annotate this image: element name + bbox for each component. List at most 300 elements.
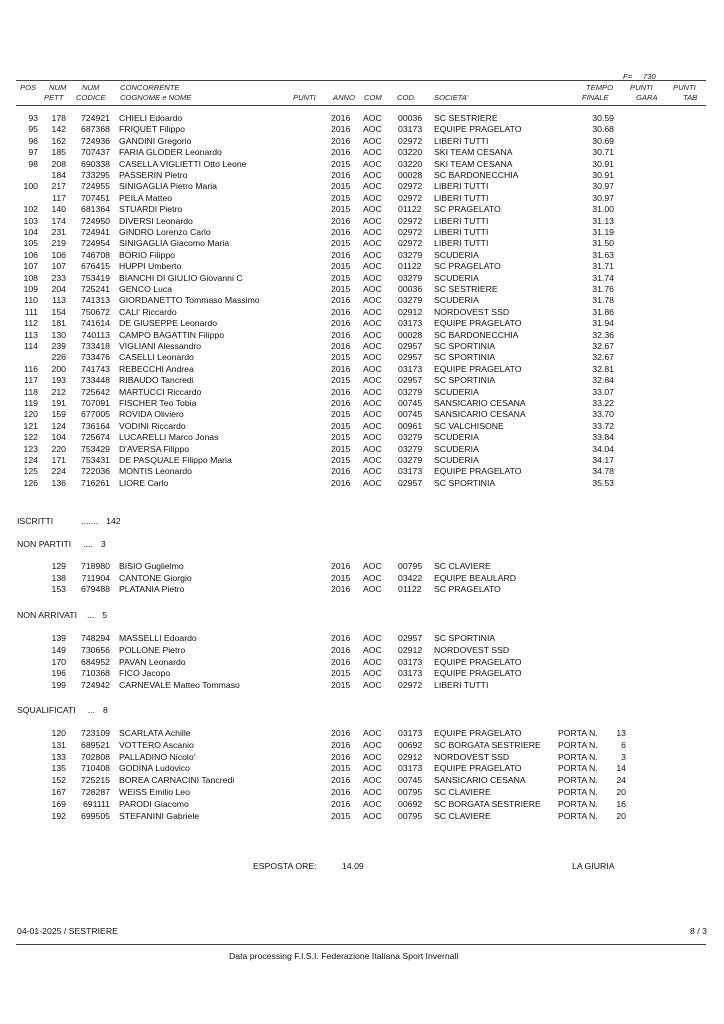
- cell-tempo: 31.13: [592, 215, 614, 226]
- cell-cod: 02912: [398, 644, 423, 655]
- cell-pett: 154: [51, 306, 66, 317]
- cell-pett: 208: [51, 158, 66, 169]
- cell-porta-num: 13: [616, 728, 626, 738]
- cell-pos: 107: [23, 261, 38, 272]
- cell-pett: 184: [51, 170, 66, 180]
- cell-pett: 185: [51, 147, 66, 158]
- cell-com: AOC: [363, 572, 382, 583]
- table-row: [0, 284, 724, 294]
- cell-pett: 152: [51, 775, 66, 786]
- cell-pos: 100: [23, 181, 38, 192]
- cell-com: AOC: [363, 306, 382, 317]
- cell-com: AOC: [363, 775, 382, 786]
- cell-codice: 725642: [81, 386, 110, 397]
- cell-pos: 96: [28, 135, 38, 146]
- cell-pos: 98: [28, 158, 38, 169]
- cell-pett: 233: [51, 272, 66, 283]
- cell-pos: 126: [23, 477, 38, 488]
- cell-anno: 2016: [331, 215, 351, 226]
- table-row: [0, 387, 724, 397]
- cell-pett: 231: [51, 227, 66, 237]
- cell-cod: 00692: [398, 798, 423, 809]
- table-row: [0, 455, 724, 465]
- cell-anno: 2016: [331, 147, 351, 158]
- cell-anno: 2016: [331, 477, 351, 488]
- cell-pett: 107: [51, 261, 66, 272]
- cell-pett: 174: [51, 215, 66, 226]
- cell-cod: 03279: [398, 272, 423, 283]
- cell-com: AOC: [363, 633, 382, 643]
- cell-cod: 00795: [398, 787, 423, 797]
- cell-cod: 03279: [398, 443, 423, 454]
- cell-pos: 118: [24, 386, 38, 397]
- cell-cod: 02912: [398, 751, 423, 762]
- col-anno: ANNO: [333, 93, 355, 102]
- cell-cod: 03173: [398, 363, 423, 374]
- cell-tempo: 30.91: [592, 170, 614, 180]
- cell-societa: NORDOVEST SSD: [434, 751, 510, 762]
- squalificati-count: 8: [102, 705, 108, 715]
- cell-pett: 149: [51, 644, 66, 655]
- cell-pett: 138: [51, 572, 66, 583]
- cell-name: CANTONE Giorgio: [119, 572, 192, 583]
- col-codice: CODICE: [76, 93, 106, 102]
- cell-cod: 00795: [398, 810, 423, 821]
- col-punti: PUNTI: [293, 93, 316, 102]
- cell-tempo: 31.50: [592, 238, 614, 249]
- cell-anno: 2015: [331, 409, 351, 420]
- cell-pett: 199: [51, 680, 66, 691]
- table-row: [0, 261, 724, 271]
- cell-cod: 00036: [398, 113, 423, 123]
- cell-name: GANDINI Gregorio: [119, 135, 192, 146]
- cell-com: AOC: [363, 751, 382, 762]
- cell-com: AOC: [363, 398, 382, 408]
- cell-cod: 03279: [398, 386, 423, 397]
- cell-name: LUCARELLI Marco Jonas: [119, 432, 219, 443]
- cell-com: AOC: [363, 135, 382, 146]
- cell-societa: SC BARDONECCHIA: [434, 170, 519, 180]
- col-finale: FINALE: [582, 93, 609, 102]
- cell-pett: 104: [51, 432, 66, 443]
- cell-pett: 106: [51, 249, 66, 260]
- cell-cod: 02957: [398, 477, 423, 488]
- cell-societa: SANSICARIO CESANA: [434, 398, 526, 408]
- cell-societa: LIBERI TUTTI: [434, 227, 489, 237]
- cell-pos: 112: [24, 318, 38, 329]
- cell-codice: 753431: [81, 455, 110, 465]
- table-row: [0, 341, 724, 351]
- cell-com: AOC: [363, 466, 382, 477]
- cell-name: PALLADINO Nicolo': [119, 751, 196, 762]
- cell-tempo: 32.36: [592, 329, 614, 340]
- cell-pett: 200: [51, 363, 66, 374]
- non-arrivati-dots: ...: [87, 610, 95, 620]
- cell-pos: 108: [23, 272, 38, 283]
- non-partiti-label: NON PARTITI: [17, 539, 72, 549]
- squalificati-line: [17, 705, 108, 715]
- cell-tempo: 31.76: [592, 284, 614, 294]
- cell-anno: 2015: [331, 432, 351, 443]
- cell-com: AOC: [363, 477, 382, 488]
- cell-name: SINIGAGLIA Pietro Maria: [119, 181, 218, 192]
- cell-societa: NORDOVEST SSD: [434, 644, 510, 655]
- cell-name: BORIO Filippo: [119, 249, 176, 260]
- cell-anno: 2015: [331, 572, 351, 583]
- col-concorrente: CONCORRENTE: [120, 83, 180, 92]
- cell-pett: 129: [51, 561, 66, 571]
- cell-pos: 114: [24, 341, 38, 351]
- cell-porta-num: 16: [616, 798, 626, 809]
- cell-cod: 03173: [398, 728, 423, 738]
- cell-codice: 724950: [81, 215, 110, 226]
- cell-tempo: 34.78: [592, 466, 614, 477]
- cell-anno: 2016: [331, 584, 351, 594]
- cell-codice: 725674: [81, 432, 110, 443]
- cell-anno: 2015: [331, 810, 351, 821]
- list-item: [0, 775, 724, 785]
- cell-com: AOC: [363, 656, 382, 667]
- cell-name: MONTIS Leonardo: [119, 466, 192, 477]
- cell-name: FICO Jacopo: [119, 668, 171, 679]
- cell-codice: 702808: [81, 751, 110, 762]
- cell-pett: 133: [51, 751, 66, 762]
- cell-pos: 121: [23, 420, 38, 431]
- non-arrivati-line: [17, 610, 107, 620]
- cell-pett: 135: [51, 763, 66, 774]
- cell-porta-num: 24: [616, 775, 626, 786]
- page-number: 8 / 3: [690, 926, 707, 936]
- non-arrivati-count: 5: [102, 610, 108, 620]
- cell-anno: 2016: [331, 124, 351, 135]
- cell-societa: SC CLAVIERE: [434, 810, 491, 821]
- cell-cod: 02972: [398, 135, 423, 146]
- cell-cod: 01122: [398, 584, 422, 594]
- cell-com: AOC: [363, 798, 382, 809]
- cell-name: GODINA Ludovico: [119, 763, 190, 774]
- cell-com: AOC: [363, 432, 382, 443]
- cell-com: AOC: [363, 644, 382, 655]
- cell-societa: LIBERI TUTTI: [434, 680, 489, 691]
- cell-codice: 722036: [81, 466, 110, 477]
- cell-pett: 169: [51, 798, 66, 809]
- cell-cod: 02912: [398, 306, 423, 317]
- cell-tempo: 31.71: [592, 261, 614, 272]
- cell-name: DIVERSI Leonardo: [119, 215, 193, 226]
- cell-anno: 2016: [331, 466, 351, 477]
- cell-com: AOC: [363, 284, 382, 294]
- cell-cod: 00028: [398, 170, 423, 180]
- col-tab: TAB: [683, 93, 698, 102]
- squalificati-label: SQUALIFICATI: [17, 705, 76, 715]
- date-place: 04-01-2025 / SESTRIERE: [17, 926, 118, 936]
- cell-pos: 97: [28, 147, 38, 158]
- cell-cod: 03173: [398, 318, 423, 329]
- cell-societa: SC VALCHISONE: [434, 420, 504, 431]
- table-row: [0, 216, 724, 226]
- cell-name: REBECCHI Andrea: [119, 363, 194, 374]
- list-item: [0, 740, 724, 750]
- cell-name: CASELLI Leonardo: [119, 352, 194, 363]
- cell-codice: 753429: [81, 443, 110, 454]
- cell-tempo: 30.59: [592, 113, 614, 123]
- cell-name: HUPPI Umberto: [119, 261, 182, 272]
- cell-anno: 2015: [331, 455, 351, 465]
- cell-societa: EQUIPE PRAGELATO: [434, 668, 522, 679]
- esposta-label: ESPOSTA ORE:: [253, 861, 317, 871]
- cell-codice: 724921: [81, 113, 110, 123]
- cell-name: LIORE Carlo: [119, 477, 169, 488]
- cell-codice: 740113: [81, 329, 110, 340]
- cell-tempo: 30.68: [592, 124, 614, 135]
- cell-anno: 2016: [331, 318, 351, 329]
- cell-codice: 676415: [81, 261, 110, 272]
- cell-porta: PORTA N.: [558, 775, 598, 786]
- cell-pos: 109: [23, 284, 38, 294]
- data-processing-note: Data processing F.I.S.I. Federazione Italiana Sport Invernali: [229, 951, 459, 961]
- cell-anno: 2015: [331, 181, 351, 192]
- col-punti-gara: PUNTI: [630, 83, 653, 92]
- cell-name: RIBAUDO Tancredi: [119, 375, 194, 386]
- cell-name: BIANCHI DI GIULIO Giovanni C: [119, 272, 243, 283]
- cell-tempo: 31.63: [592, 249, 614, 260]
- cell-name: FISCHER Teo Tobia: [119, 398, 197, 408]
- cell-anno: 2015: [331, 443, 351, 454]
- col-num-codice: NUM: [82, 83, 100, 92]
- cell-societa: SC BORGATA SESTRIERE: [434, 798, 541, 809]
- cell-tempo: 33.07: [592, 386, 614, 397]
- cell-pos: 116: [24, 363, 38, 374]
- list-item: [0, 645, 724, 655]
- cell-com: AOC: [363, 420, 382, 431]
- table-row: [0, 421, 724, 431]
- cell-tempo: 30.97: [592, 181, 614, 192]
- cell-name: D'AVERSA Filippo: [119, 443, 190, 454]
- table-row: [0, 444, 724, 454]
- cell-pett: 131: [51, 739, 66, 750]
- list-item: [0, 752, 724, 762]
- cell-com: AOC: [363, 787, 382, 797]
- cell-com: AOC: [363, 192, 382, 203]
- cell-codice: 684952: [81, 656, 110, 667]
- cell-cod: 03173: [398, 466, 423, 477]
- iscritti-label: ISCRITTI: [17, 516, 54, 526]
- iscritti-count: 142: [106, 516, 121, 526]
- cell-name: GIORDANETTO Tommaso Massimo: [119, 295, 260, 306]
- cell-tempo: 32.84: [592, 375, 614, 386]
- cell-name: VOTTERO Ascanio: [119, 739, 194, 750]
- cell-name: PARODI Giacomo: [119, 798, 189, 809]
- cell-codice: 736164: [81, 420, 110, 431]
- cell-codice: 730656: [81, 644, 110, 655]
- cell-name: ROVIDA Oliviero: [119, 409, 184, 420]
- cell-name: WEISS Emilio Leo: [119, 787, 190, 797]
- cell-anno: 2016: [331, 561, 351, 571]
- cell-name: CASELLA VIGLIETTI Otto Leone: [119, 158, 247, 169]
- cell-cod: 00745: [398, 775, 423, 786]
- cell-societa: SC BORGATA SESTRIERE: [434, 739, 541, 750]
- cell-cod: 03279: [398, 295, 423, 306]
- cell-anno: 2016: [331, 728, 351, 738]
- cell-tempo: 30.97: [592, 192, 614, 203]
- cell-codice: 725215: [81, 775, 110, 786]
- cell-pett: 217: [51, 181, 66, 192]
- cell-anno: 2016: [331, 787, 351, 797]
- cell-anno: 2016: [331, 656, 351, 667]
- cell-name: BISIO Guglielmo: [119, 561, 184, 571]
- cell-tempo: 30.71: [592, 147, 614, 158]
- cell-anno: 2015: [331, 238, 351, 249]
- cell-anno: 2016: [331, 398, 351, 408]
- header-bottom-rule: [16, 105, 706, 106]
- cell-com: AOC: [363, 124, 382, 135]
- cell-com: AOC: [363, 204, 382, 215]
- table-row: [0, 124, 724, 134]
- cell-codice: 733418: [81, 341, 110, 351]
- cell-com: AOC: [363, 249, 382, 260]
- cell-codice: 716261: [81, 477, 110, 488]
- cell-com: AOC: [363, 680, 382, 691]
- non-partiti-dots: ....: [83, 539, 93, 549]
- cell-anno: 2015: [331, 668, 351, 679]
- cell-codice: 733448: [81, 375, 110, 386]
- cell-name: DE GIUSEPPE Leonardo: [119, 318, 218, 329]
- col-pos: POS: [20, 83, 37, 92]
- cell-pett: 224: [51, 466, 66, 477]
- cell-societa: SC SESTRIERE: [434, 113, 498, 123]
- cell-name: PAVAN Leonardo: [119, 656, 186, 667]
- f-factor-label: F=: [623, 72, 633, 81]
- cell-cod: 02957: [398, 375, 423, 386]
- table-row: [0, 375, 724, 385]
- list-item: [0, 811, 724, 821]
- list-item: [0, 728, 724, 738]
- squalificati-dots: ...: [87, 705, 95, 715]
- cell-anno: 2016: [331, 170, 351, 180]
- table-row: [0, 478, 724, 488]
- non-partiti-count: 3: [100, 539, 106, 549]
- cell-tempo: 30.91: [592, 158, 614, 169]
- cell-cod: 02972: [398, 238, 423, 249]
- cell-com: AOC: [363, 181, 382, 192]
- header-top-rule: [16, 80, 706, 81]
- cell-codice: 724941: [81, 227, 110, 237]
- col-pett: PETT: [44, 93, 64, 102]
- cell-codice: 733295: [81, 170, 110, 180]
- cell-codice: 687368: [81, 124, 110, 135]
- cell-tempo: 31.78: [592, 295, 614, 306]
- cell-codice: 728287: [81, 787, 110, 797]
- cell-pett: 130: [51, 329, 66, 340]
- giuria-signature: LA GIURIA: [572, 861, 615, 871]
- table-row: [0, 238, 724, 248]
- cell-tempo: 30.69: [592, 135, 614, 146]
- cell-pos: 111: [24, 306, 38, 317]
- cell-anno: 2016: [331, 113, 351, 123]
- cell-com: AOC: [363, 261, 382, 272]
- cell-cod: 00795: [398, 561, 423, 571]
- cell-com: AOC: [363, 318, 382, 329]
- cell-societa: SCUDERIA: [434, 455, 479, 465]
- cell-anno: 2015: [331, 284, 351, 294]
- cell-cod: 03173: [398, 124, 423, 135]
- cell-societa: EQUIPE PRAGELATO: [434, 466, 522, 477]
- cell-anno: 2015: [331, 261, 351, 272]
- cell-pos: 102: [23, 204, 38, 215]
- col-cod: COD.: [397, 93, 416, 102]
- cell-anno: 2016: [331, 775, 351, 786]
- cell-codice: 691111: [82, 798, 110, 809]
- cell-pos: 105: [23, 238, 38, 249]
- cell-societa: SC SPORTINIA: [434, 375, 496, 386]
- cell-com: AOC: [363, 409, 382, 420]
- cell-com: AOC: [363, 341, 382, 351]
- cell-name: PEILA Matteo: [119, 192, 173, 203]
- cell-societa: SC PRAGELATO: [434, 261, 501, 272]
- cell-anno: 2016: [331, 249, 351, 260]
- cell-codice: 725241: [81, 284, 110, 294]
- non-partiti-line: [17, 539, 106, 549]
- table-row: [0, 318, 724, 328]
- cell-societa: LIBERI TUTTI: [434, 135, 489, 146]
- cell-societa: SC SESTRIERE: [434, 284, 498, 294]
- cell-porta-num: 6: [621, 739, 626, 750]
- cell-pett: 120: [51, 728, 66, 738]
- cell-pos: 120: [23, 409, 38, 420]
- cell-pett: 193: [51, 375, 66, 386]
- col-com: COM: [364, 93, 382, 102]
- table-row: [0, 147, 724, 157]
- cell-pett: 142: [51, 124, 66, 135]
- cell-codice: 753419: [81, 272, 110, 283]
- table-row: [0, 330, 724, 340]
- cell-anno: 2016: [331, 633, 351, 643]
- cell-codice: 724954: [81, 238, 110, 249]
- cell-pett: 219: [51, 238, 66, 249]
- iscritti-dots: .......: [81, 516, 99, 526]
- cell-name: FRIQUET Filippo: [119, 124, 185, 135]
- cell-societa: EQUIPE PRAGELATO: [434, 763, 522, 774]
- cell-anno: 2016: [331, 644, 351, 655]
- cell-anno: 2015: [331, 158, 351, 169]
- cell-codice: 699505: [81, 810, 110, 821]
- cell-societa: SCUDERIA: [434, 249, 479, 260]
- cell-tempo: 34.04: [592, 443, 614, 454]
- cell-name: VODINI Riccardo: [119, 420, 186, 431]
- cell-cod: 00961: [398, 420, 423, 431]
- cell-pett: 170: [51, 656, 66, 667]
- cell-anno: 2016: [331, 363, 351, 374]
- cell-porta: PORTA N.: [558, 810, 598, 821]
- cell-codice: 724942: [81, 680, 110, 691]
- cell-pett: 191: [51, 398, 66, 408]
- cell-pett: 124: [51, 420, 66, 431]
- cell-com: AOC: [363, 329, 382, 340]
- cell-cod: 00745: [398, 398, 423, 408]
- cell-com: AOC: [363, 170, 382, 180]
- cell-cod: 02957: [398, 633, 423, 643]
- cell-cod: 03220: [398, 158, 423, 169]
- cell-anno: 2016: [331, 295, 351, 306]
- list-item: [0, 668, 724, 678]
- cell-tempo: 33.22: [592, 398, 614, 408]
- cell-pett: 196: [51, 668, 66, 679]
- cell-com: AOC: [363, 113, 382, 123]
- cell-anno: 2015: [331, 680, 351, 691]
- cell-com: AOC: [363, 363, 382, 374]
- cell-cod: 02957: [398, 341, 423, 351]
- cell-porta-num: 14: [616, 763, 626, 774]
